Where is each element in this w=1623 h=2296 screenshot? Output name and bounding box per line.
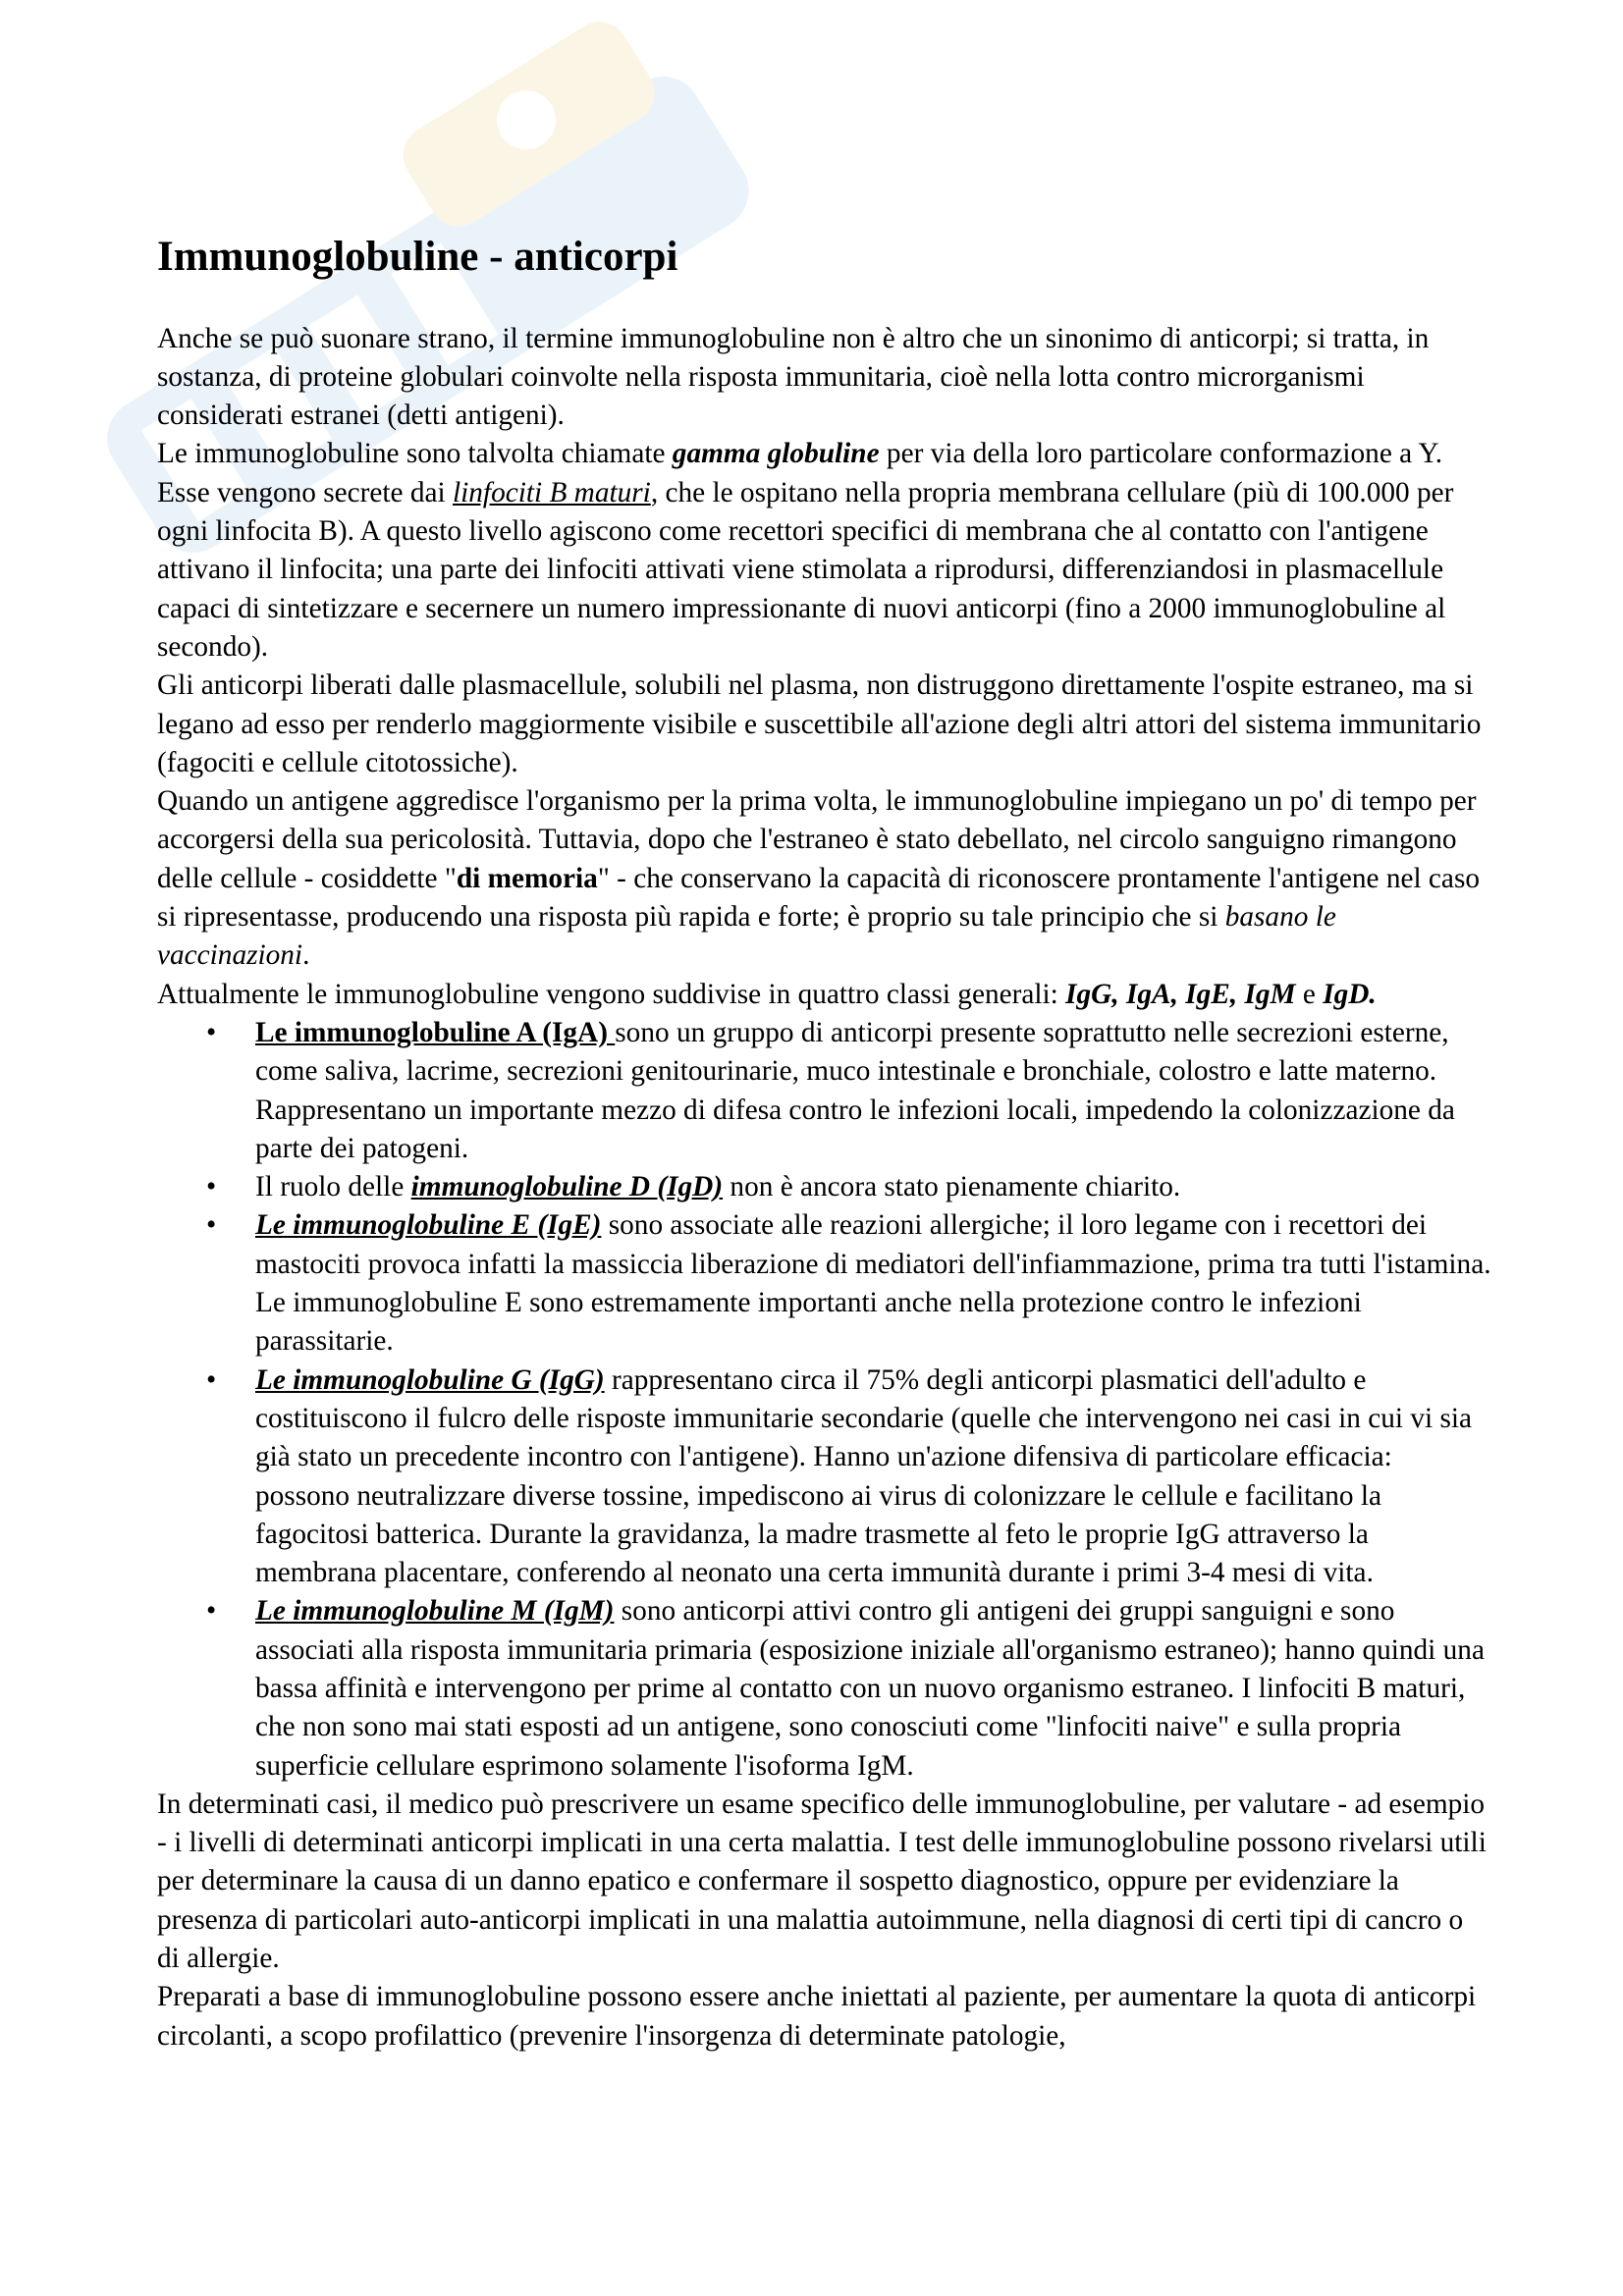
term-igg[interactable]: Le immunoglobuline G (IgG) xyxy=(255,1363,605,1396)
term-gamma-globuline: gamma globuline xyxy=(672,438,880,470)
term-vaccinazioni: basano le vaccinazioni xyxy=(157,901,1336,972)
bullet-icon: • xyxy=(206,1595,217,1628)
page-title: Immunoglobuline - anticorpi xyxy=(157,234,678,280)
immunoglobulin-list xyxy=(157,1014,1492,1786)
bullet-icon: • xyxy=(206,1363,217,1396)
term-di-memoria: di memoria xyxy=(456,862,598,894)
term-classi: IgG, IgA, IgE, IgM xyxy=(1065,978,1296,1010)
list-item-igm: • Le immunoglobuline M (IgM) sono anticorpi attivi contro gli antigeni dei gruppi sanguigni e sono associati alla risposta immunitaria primaria (esposizione iniziale all'organismo estraneo); hanno quindi una bassa affinità e intervengono per prime al contatto con un nuovo organismo estraneo. I linfociti B maturi, che non sono mai stati esposti ad un antigene, sono conosciuti come "linfociti naive" e sulla propria superficie cellulare esprimono solamente l'isoforma IgM. xyxy=(157,1592,1492,1785)
bullet-icon: • xyxy=(206,1016,217,1048)
paragraph-preparati: Preparati a base di immunoglobuline possono essere anche iniettati al paziente, per aumentare la quota di anticorpi circolanti, a scopo profilattico (prevenire l'insorgenza di determinate patologie, xyxy=(157,1981,1477,2052)
list-item-igd: • Il ruolo delle immunoglobuline D (IgD) non è ancora stato pienamente chiarito. xyxy=(157,1168,1492,1206)
term-igm[interactable]: Le immunoglobuline M (IgM) xyxy=(255,1595,615,1628)
paragraph-esame: In determinati casi, il medico può prescrivere un esame specifico delle immunoglobuline, per valutare - ad esempio - i livelli di determinati anticorpi implicati in una certa malattia. I test delle immunoglobuline possono rivelarsi utili per determinare la causa di un danno epatico e confermare il sospetto diagnostico, oppure per evidenziare la presenza di particolari auto-anticorpi implicati in una malattia autoimmune, nella diagnosi di certi tipi di cancro o di allergie. xyxy=(157,1788,1487,1975)
term-igd-link[interactable]: immunoglobuline D (IgD) xyxy=(410,1171,724,1203)
list-item-iga: • Le immunoglobuline A (IgA) sono un gruppo di anticorpi presente soprattutto nelle secrezioni esterne, come saliva, lacrime, secrezioni genitourinarie, muco intestinale e bronchiale, colostro e latte materno. Rappresentano un importante mezzo di difesa contro le infezioni locali, impedendo la colonizzazione da parte dei patogeni. xyxy=(157,1014,1492,1168)
list-item-igg: • Le immunoglobuline G (IgG) rappresentano circa il 75% degli anticorpi plasmatici dell'adulto e costituiscono il fulcro delle risposte immunitarie secondarie (quelle che intervengono nei casi in cui vi sia già stato un precedente incontro con l'antigene). Hanno un'azione difensiva di particolare efficacia: possono neutralizzare diverse tossine, impediscono ai virus di colonizzare le cellule e facilitano la fagocitosi batterica. Durante la gravidanza, la madre trasmette al feto le proprie IgG attraverso la membrana placentare, conferendo al neonato una certa immunità durante i primi 3-4 mesi di vita. xyxy=(157,1362,1492,1593)
term-iga[interactable]: Le immunoglobuline A (IgA) xyxy=(255,1016,616,1048)
bullet-icon: • xyxy=(206,1171,217,1203)
list-item-ige: • Le immunoglobuline E (IgE) sono associate alle reazioni allergiche; il loro legame con i recettori dei mastociti provoca infatti la massiccia liberazione di mediatori dell'infiammazione, prima tra tutti l'istamina. Le immunoglobuline E sono estremamente importanti anche nella protezione contro le infezioni parassitarie. xyxy=(157,1206,1492,1361)
paragraph-classi: Attualmente le immunoglobuline vengono suddivise in quattro classi generali: IgG, IgA, IgE, IgM e IgD. xyxy=(157,978,1377,1010)
paragraph-memoria: Quando un antigene aggredisce l'organismo per la prima volta, le immunoglobuline impiegano un po' di tempo per accorgersi della sua pericolosità. Tuttavia, dopo che l'estraneo è stato debellato, nel circolo sanguigno rimangono delle cellule - cosiddette "di memoria" - che conservano la capacità di riconoscere prontamente l'antigene nel caso si ripresentasse, producendo una risposta più rapida e forte; è proprio su tale principio che si basano le vaccinazioni. xyxy=(157,785,1480,972)
link-linfociti-b-maturi[interactable]: linfociti B maturi xyxy=(453,476,651,508)
document-page xyxy=(157,232,1492,2056)
term-ige[interactable]: Le immunoglobuline E (IgE) xyxy=(255,1209,602,1242)
bullet-icon: • xyxy=(206,1209,217,1242)
paragraph-gamma-globuline: Le immunoglobuline sono talvolta chiamate gamma globuline per via della loro particolare conformazione a Y. Esse vengono secrete dai linfociti B maturi, che le ospitano nella propria membrana cellulare (più di 100.000 per ogni linfocita B). A questo livello agiscono come recettori specifici di membrana che al contatto con l'antigene attivano il linfocita; una parte dei linfociti attivati viene stimolata a riprodursi, differenziandosi in plasmacellule capaci di sintetizzare e secernere un numero impressionante di nuovi anticorpi (fino a 2000 immunoglobuline al secondo). xyxy=(157,438,1454,663)
paragraph-anticorpi-liberati: Gli anticorpi liberati dalle plasmacellule, solubili nel plasma, non distruggono direttamente l'ospite estraneo, ma si legano ad esso per renderlo maggiormente visibile e suscettibile all'azione degli altri attori del sistema immunitario (fagociti e cellule citotossiche). xyxy=(157,669,1482,778)
paragraph-intro: Anche se può suonare strano, il termine immunoglobuline non è altro che un sinonimo di anticorpi; si tratta, in sostanza, di proteine globulari coinvolte nella risposta immunitaria, cioè nella lotta contro microrganismi considerati estranei (detti antigeni). xyxy=(157,322,1430,432)
term-igd: IgD. xyxy=(1323,978,1377,1010)
